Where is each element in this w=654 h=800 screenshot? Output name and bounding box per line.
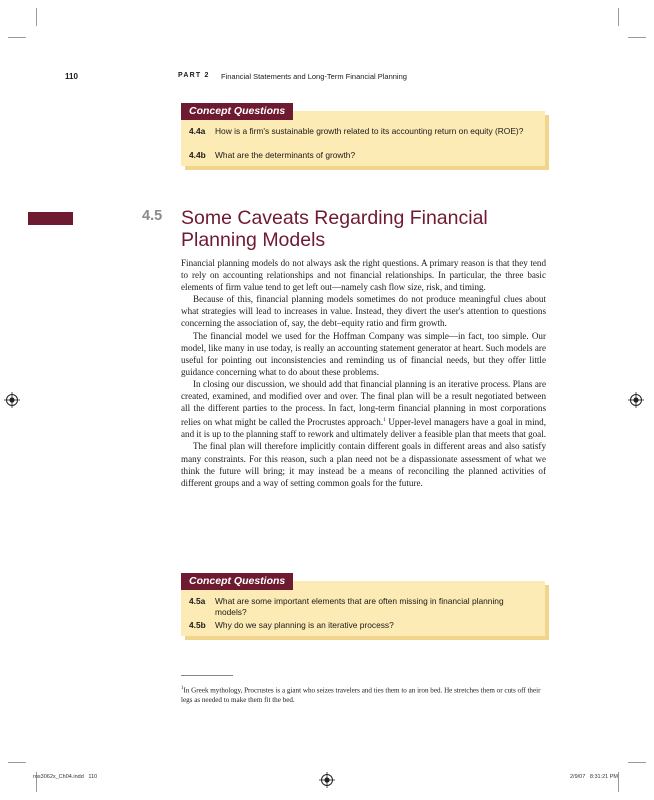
crop-mark (618, 8, 619, 26)
question-number: 4.5b (189, 620, 206, 630)
question (189, 126, 537, 137)
paragraph: Financial planning models do not always ask the right questions. A primary reason is that they tend to rely on accounting relationships and not financial relationships. In particular, the three basic elements of firm value tend to get left out—namely cash flow size, risk, and timing. (181, 258, 546, 293)
question-text: How is a firm's sustainable growth related to its accounting return on equity (ROE)? (215, 126, 524, 136)
crop-mark (36, 8, 37, 26)
crop-mark (618, 772, 619, 792)
file-slug: ros3062x_Ch04.indd 110 (33, 774, 98, 780)
paragraph: The final plan will therefore implicitly contain different goals in different areas and also satisfy many constraints. For this reason, such a plan need not be a dispassionate assessment of what we think the future will bring; it may instead be a means of reconciling the planned activities of different groups and a way of setting common goals for the future. (181, 441, 546, 488)
crop-mark (8, 37, 26, 38)
page-number: 110 (65, 72, 78, 81)
concept-questions-title: Concept Questions (181, 103, 293, 120)
footnote-rule (181, 675, 233, 676)
registration-mark-icon (4, 392, 20, 408)
question-text: Why do we say planning is an iterative process? (215, 620, 394, 630)
crop-mark (628, 37, 646, 38)
concept-questions-box (181, 105, 545, 166)
footnote-reference: 1 (383, 417, 386, 424)
concept-questions-title: Concept Questions (181, 573, 293, 590)
part-label: PART 2 (178, 72, 210, 79)
concept-questions-box (181, 575, 545, 636)
question (189, 620, 537, 631)
section-title: Some Caveats Regarding Financial Planning Models (181, 207, 488, 251)
body-text (181, 257, 546, 489)
question-text: What are the determinants of growth? (215, 150, 356, 160)
question-number: 4.4b (189, 150, 206, 160)
paragraph-text: In closing our discussion, we should add that financial planning is an iterative process. Plans are created, examined, and modified over and over. The final plan will be a result negotiated between all the different parties to the process. In fact, long-term financial planning in most corporations relies on what might be called the Procrustes approach. (181, 378, 546, 428)
question (189, 596, 537, 618)
paragraph: The financial model we used for the Hoffman Company was simple—in fact, too simple. Our model, like many in use today, is really an accounting statement generator at heart. Such models are useful for pointing out inconsistencies and reminding us of financial needs, but they offer little guidance concerning what to do about these problems. (181, 330, 546, 377)
running-header (0, 72, 654, 84)
paragraph (181, 378, 546, 441)
crop-mark (628, 762, 646, 763)
question-number: 4.5a (189, 596, 206, 606)
registration-mark-icon (628, 392, 644, 408)
section-number: 4.5 (142, 208, 163, 224)
question (189, 150, 537, 161)
question-text: What are some important elements that are often missing in financial planning models? (215, 596, 504, 617)
paragraph: Because of this, financial planning models sometimes do not produce meaningful clues about what strategies will lead to increases in value. Instead, they divert the user's attention to questions concerning the association of, say, the debt–equity ratio and firm growth. (181, 294, 546, 329)
footnote-mark: 1 (181, 686, 184, 691)
print-timestamp: 2/9/07 8:31:21 PM (569, 774, 618, 780)
part-title: Financial Statements and Long-Term Financial Planning (221, 72, 407, 81)
paragraph-text: Upper-level managers have a goal in mind, and it is up to the planning staff to rework and ultimately deliver a feasible plan that meets that goal. (181, 417, 546, 440)
footnote-text: In Greek mythology, Procrustes is a giant who seizes travelers and ties them to an iron bed. He stretches them or cuts off their legs as needed to make them fit the bed. (181, 686, 541, 705)
registration-mark-icon (319, 772, 335, 788)
section-tab-bar (28, 212, 73, 225)
footnote (181, 684, 547, 705)
question-number: 4.4a (189, 126, 206, 136)
crop-mark (8, 762, 26, 763)
